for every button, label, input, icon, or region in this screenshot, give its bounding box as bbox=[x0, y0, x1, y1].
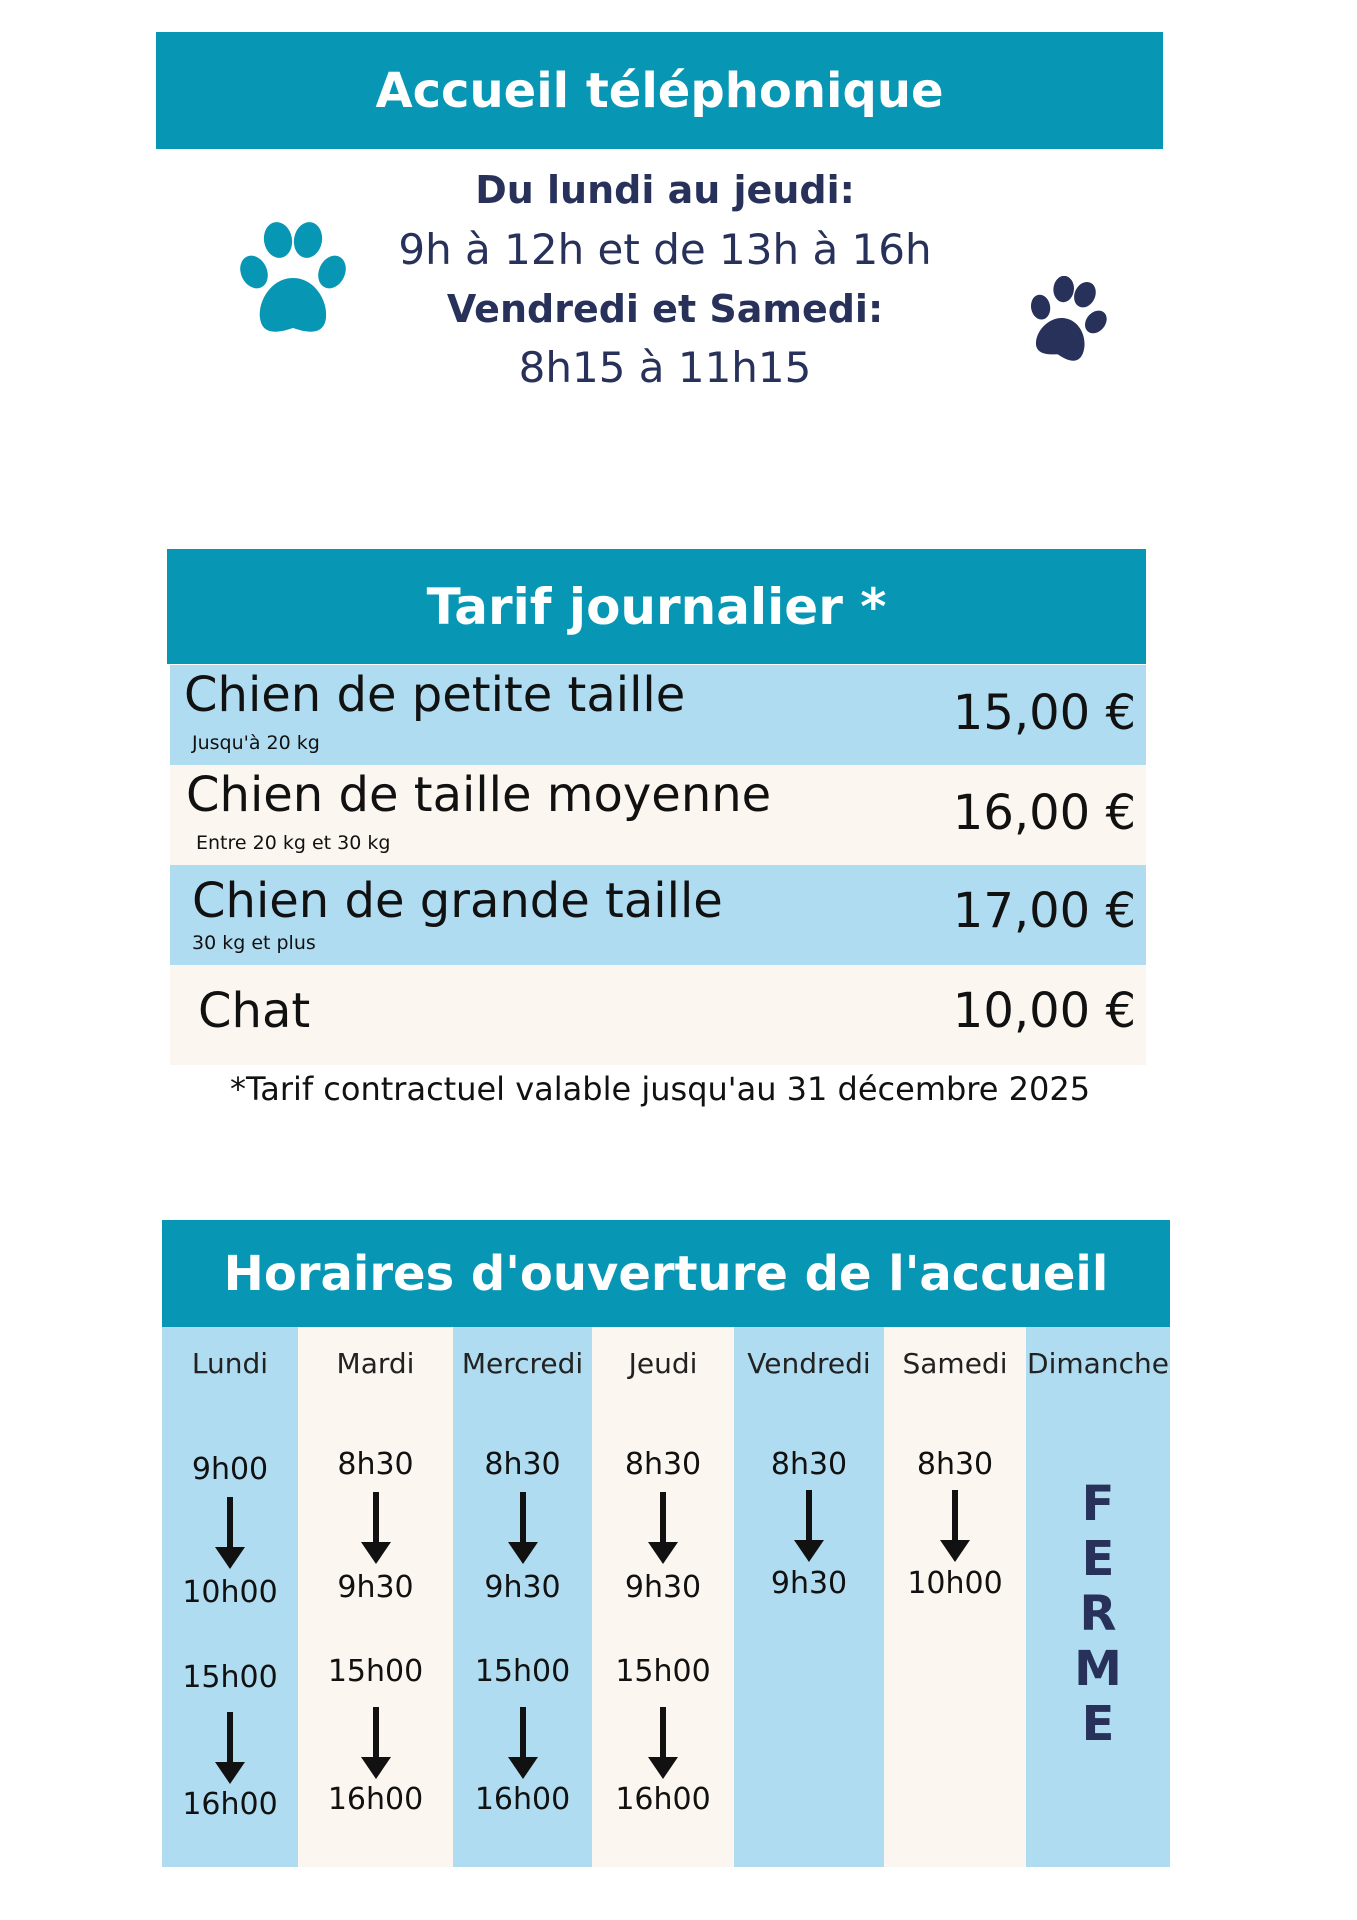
phone-weekend-label: Vendredi et Samedi: bbox=[446, 287, 884, 331]
morning-start: 8h30 bbox=[337, 1447, 414, 1482]
arrow-down-icon bbox=[508, 1707, 538, 1779]
afternoon-end: 16h00 bbox=[474, 1782, 571, 1817]
day-column-mercredi bbox=[453, 1327, 592, 1867]
tarif-row bbox=[170, 865, 1146, 965]
tarif-weight: Entre 20 kg et 30 kg bbox=[196, 832, 391, 854]
afternoon-start: 15h00 bbox=[182, 1660, 278, 1695]
morning-end: 9h30 bbox=[484, 1570, 561, 1605]
day-column-lundi bbox=[162, 1327, 298, 1867]
tarif-row bbox=[170, 965, 1146, 1065]
morning-end: 9h30 bbox=[770, 1566, 848, 1601]
arrow-down-icon bbox=[215, 1712, 245, 1784]
morning-end: 9h30 bbox=[624, 1570, 702, 1605]
afternoon-end: 16h00 bbox=[327, 1782, 424, 1817]
tarif-name: Chien de petite taille bbox=[184, 667, 686, 723]
closed-letter: M bbox=[1074, 1641, 1122, 1697]
day-column-samedi bbox=[884, 1327, 1026, 1867]
phone-weekday-label: Du lundi au jeudi: bbox=[475, 168, 855, 212]
tarif-weight: Jusqu'à 20 kg bbox=[192, 732, 320, 754]
day-column-vendredi bbox=[734, 1327, 884, 1867]
arrow-down-icon bbox=[215, 1497, 245, 1569]
afternoon-start: 15h00 bbox=[327, 1654, 424, 1689]
day-label: Lundi bbox=[191, 1347, 269, 1380]
tarif-section-title: Tarif journalier * bbox=[426, 577, 887, 636]
tarif-name: Chien de taille moyenne bbox=[186, 767, 772, 823]
tarif-weight: 30 kg et plus bbox=[192, 932, 316, 954]
closed-letter: R bbox=[1079, 1586, 1117, 1642]
morning-end: 9h30 bbox=[337, 1570, 414, 1605]
arrow-down-icon bbox=[794, 1490, 824, 1562]
arrow-down-icon bbox=[361, 1707, 391, 1779]
tarif-price: 16,00 € bbox=[952, 785, 1136, 841]
phone-section-title: Accueil téléphonique bbox=[375, 62, 944, 119]
morning-end: 10h00 bbox=[182, 1575, 278, 1610]
closed-label bbox=[1026, 1477, 1170, 1752]
morning-start: 9h00 bbox=[191, 1452, 269, 1487]
morning-end: 10h00 bbox=[907, 1566, 1003, 1601]
tarif-name: Chat bbox=[198, 983, 311, 1039]
closed-letter: E bbox=[1081, 1531, 1115, 1587]
afternoon-start: 15h00 bbox=[615, 1654, 711, 1689]
hours-section-title: Horaires d'ouverture de l'accueil bbox=[223, 1245, 1109, 1302]
arrow-down-icon bbox=[648, 1492, 678, 1564]
paw-print-icon bbox=[1024, 276, 1108, 364]
phone-weekend-hours: 8h15 à 11h15 bbox=[518, 343, 812, 392]
day-label: Mardi bbox=[336, 1347, 415, 1380]
day-label: Vendredi bbox=[747, 1347, 871, 1380]
day-label: Samedi bbox=[902, 1347, 1008, 1380]
arrow-down-icon bbox=[361, 1492, 391, 1564]
tarif-price: 10,00 € bbox=[952, 983, 1136, 1039]
paw-print-icon bbox=[236, 220, 348, 340]
morning-start: 8h30 bbox=[624, 1447, 702, 1482]
arrow-down-icon bbox=[648, 1707, 678, 1779]
tarif-section-header bbox=[167, 549, 1146, 664]
phone-section-header bbox=[156, 32, 1163, 149]
closed-letter: F bbox=[1081, 1476, 1115, 1532]
day-label: Mercredi bbox=[461, 1347, 584, 1380]
morning-start: 8h30 bbox=[916, 1447, 994, 1482]
afternoon-end: 16h00 bbox=[615, 1782, 711, 1817]
morning-start: 8h30 bbox=[770, 1447, 848, 1482]
tarif-price: 17,00 € bbox=[952, 883, 1136, 939]
tarif-name: Chien de grande taille bbox=[192, 873, 723, 929]
day-column-dimanche bbox=[1026, 1327, 1170, 1867]
day-label: Dimanche bbox=[1027, 1347, 1169, 1380]
phone-weekday-hours: 9h à 12h et de 13h à 16h bbox=[398, 225, 932, 274]
day-column-mardi bbox=[298, 1327, 453, 1867]
tarif-row bbox=[170, 765, 1146, 865]
afternoon-start: 15h00 bbox=[474, 1654, 571, 1689]
tarif-price: 15,00 € bbox=[952, 685, 1136, 741]
hours-section-header bbox=[162, 1220, 1170, 1327]
tarif-footnote: *Tarif contractuel valable jusqu'au 31 décembre 2025 bbox=[229, 1070, 1091, 1108]
arrow-down-icon bbox=[940, 1490, 970, 1562]
afternoon-end: 16h00 bbox=[182, 1787, 278, 1822]
tarif-row bbox=[170, 665, 1146, 765]
day-label: Jeudi bbox=[628, 1347, 698, 1380]
closed-letter: E bbox=[1081, 1696, 1115, 1752]
arrow-down-icon bbox=[508, 1492, 538, 1564]
morning-start: 8h30 bbox=[484, 1447, 561, 1482]
day-column-jeudi bbox=[592, 1327, 734, 1867]
